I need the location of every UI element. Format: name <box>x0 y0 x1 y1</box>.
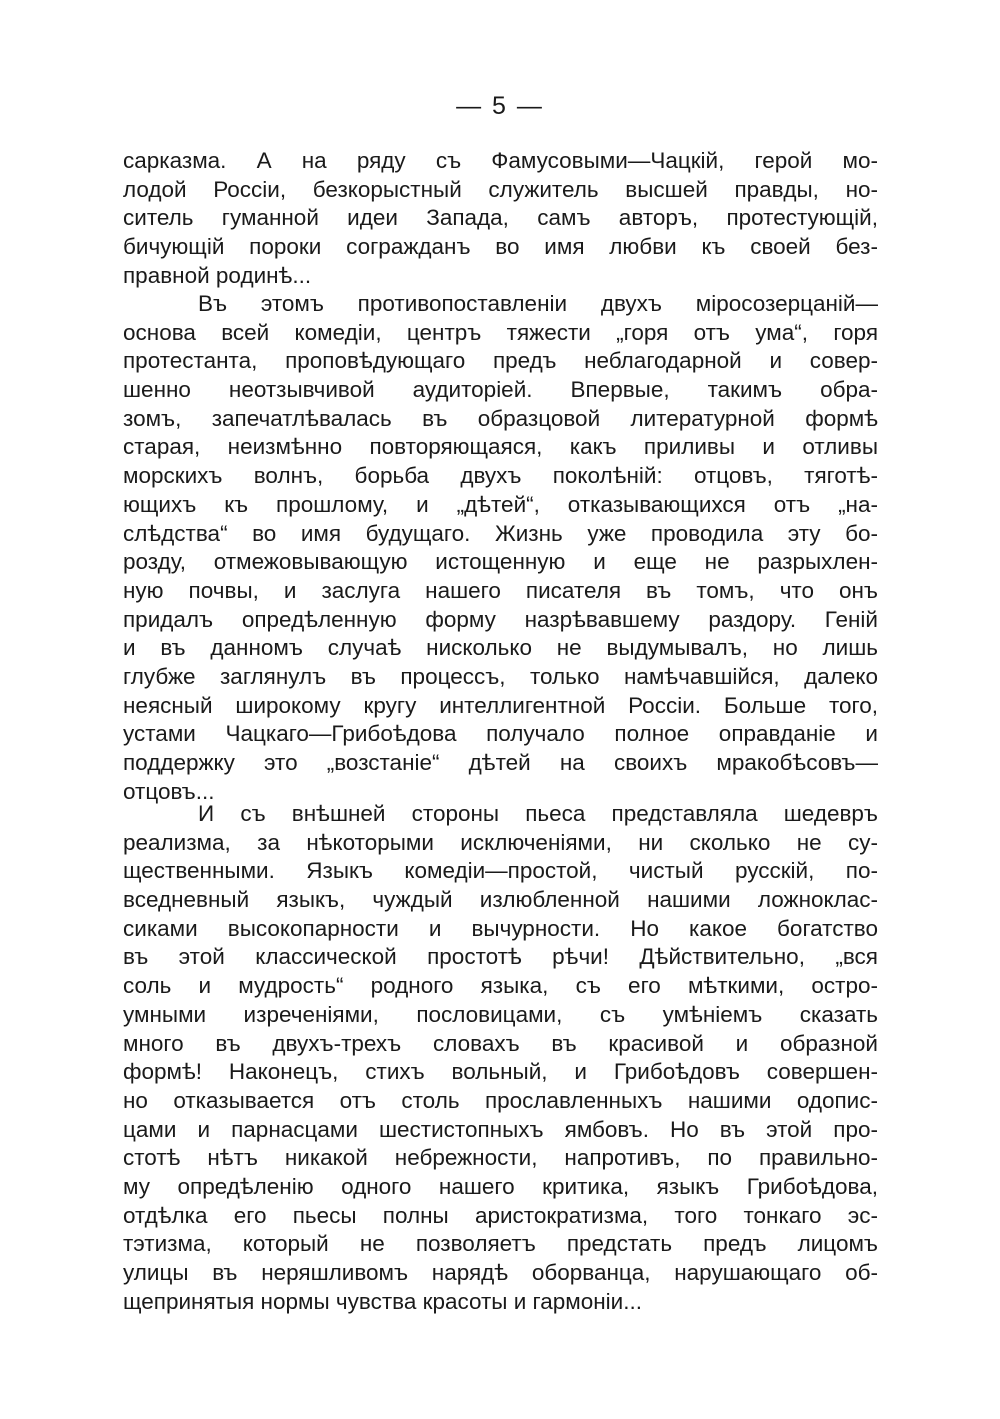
text-line: придалъ опредѣленную форму назрѣвавшему раздору. Геній <box>123 606 878 632</box>
text-line: ситель гуманной идеи Запада, самъ авторъ, протестующій, <box>123 205 878 231</box>
text-line: ную почвы, и заслуга нашего писателя въ томъ, что онъ <box>123 577 878 603</box>
text-line: основа всей комедіи, центръ тяжести „горя отъ ума“, горя <box>123 319 878 345</box>
text-line: слѣдства“ во имя будущаго. Жизнь уже проводила эту бо- <box>123 520 878 546</box>
text-line: бичующій пороки согражданъ во имя любви къ своей без- <box>123 234 878 260</box>
text-line: тэтизма, который не позволяетъ предстать предъ лицомъ <box>123 1231 878 1257</box>
text-line: но отказывается отъ столь прославленныхъ нашими одопис- <box>123 1087 878 1113</box>
text-line: глубже заглянулъ въ процессъ, только намѣчавшійся, далеко <box>123 663 878 689</box>
text-line: И съ внѣшней стороны пьеса представляла шедевръ <box>198 801 878 826</box>
text-line: шенно неотзывчивой аудиторіей. Впервые, такимъ обра- <box>123 377 878 403</box>
text-line: стотѣ нѣтъ никакой небрежности, напротивъ, по правильно- <box>123 1145 878 1171</box>
text-line: лодой Россіи, безкорыстный служитель высшей правды, но- <box>123 176 878 202</box>
text-line: щепринятыя нормы чувства красоты и гармоніи... <box>123 1288 643 1314</box>
text-line: умными изреченіями, пословицами, съ умѣніемъ сказать <box>123 1001 878 1027</box>
paragraph-3 <box>123 800 878 1316</box>
text-line: морскихъ волнъ, борьба двухъ поколѣній: отцовъ, тяготѣ- <box>123 463 878 489</box>
text-line: му опредѣленію одного нашего критика, языкъ Грибоѣдова, <box>123 1173 878 1199</box>
text-line: старая, неизмѣнно повторяющаяся, какъ приливы и отливы <box>123 434 878 460</box>
text-line: зомъ, запечатлѣвалась въ образцовой литературной формѣ <box>123 405 878 431</box>
text-line: устами Чацкаго—Грибоѣдова получало полное оправданіе и <box>123 721 878 747</box>
text-line: много въ двухъ-трехъ словахъ въ красивой и образной <box>123 1030 878 1056</box>
text-line: правной родинѣ... <box>123 262 312 288</box>
paragraph-1 <box>123 147 878 290</box>
text-line: цами и парнасцами шестистопныхъ ямбовъ. Но въ этой про- <box>123 1116 878 1142</box>
text-line: отдѣлка его пьесы полны аристократизма, того тонкаго эс- <box>123 1202 878 1228</box>
text-line: соль и мудрость“ родного языка, съ его мѣткими, остро- <box>123 973 878 999</box>
text-line: сарказма. А на ряду съ Фамусовыми—Чацкій, герой мо- <box>123 148 878 173</box>
text-line: неясный широкому кругу интеллигентной Россіи. Больше того, <box>123 692 878 718</box>
text-line: и въ данномъ случаѣ нисколько не выдумывалъ, но лишь <box>123 635 878 661</box>
text-line: формѣ! Наконецъ, стихъ вольный, и Грибоѣдовъ совершен- <box>123 1059 878 1085</box>
text-line: протестанта, проповѣдующаго предъ неблагодарной и совер- <box>123 348 878 374</box>
text-line: вседневный языкъ, чуждый излюбленной нашими ложноклас- <box>123 887 878 913</box>
text-line: въ этой классической простотѣ рѣчи! Дѣйствительно, „вся <box>123 944 878 970</box>
text-line: щественными. Языкъ комедіи—простой, чистый русскій, по- <box>123 858 878 884</box>
text-line: ющихъ къ прошлому, и „дѣтей“, отказывающихся отъ „на- <box>123 491 878 517</box>
text-line: реализма, за нѣкоторыми исключеніями, ни сколько не су- <box>123 829 878 855</box>
paragraph-2 <box>123 290 878 806</box>
text-line: Въ этомъ противопоставленіи двухъ міросозерцаній— <box>198 291 878 316</box>
text-line: улицы въ неряшливомъ нарядѣ оборванца, нарушающаго об- <box>123 1260 878 1285</box>
text-line: сиками высокопарности и вычурности. Но какое богатство <box>123 915 878 941</box>
page-number: — 5 — <box>456 92 544 120</box>
text-line: отцовъ... <box>123 778 215 804</box>
text-line: розду, отмежовывающую истощенную и еще не разрыхлен- <box>123 549 878 575</box>
text-line: поддержку это „возстаніе“ дѣтей на своихъ мракобѣсовъ— <box>123 750 878 775</box>
